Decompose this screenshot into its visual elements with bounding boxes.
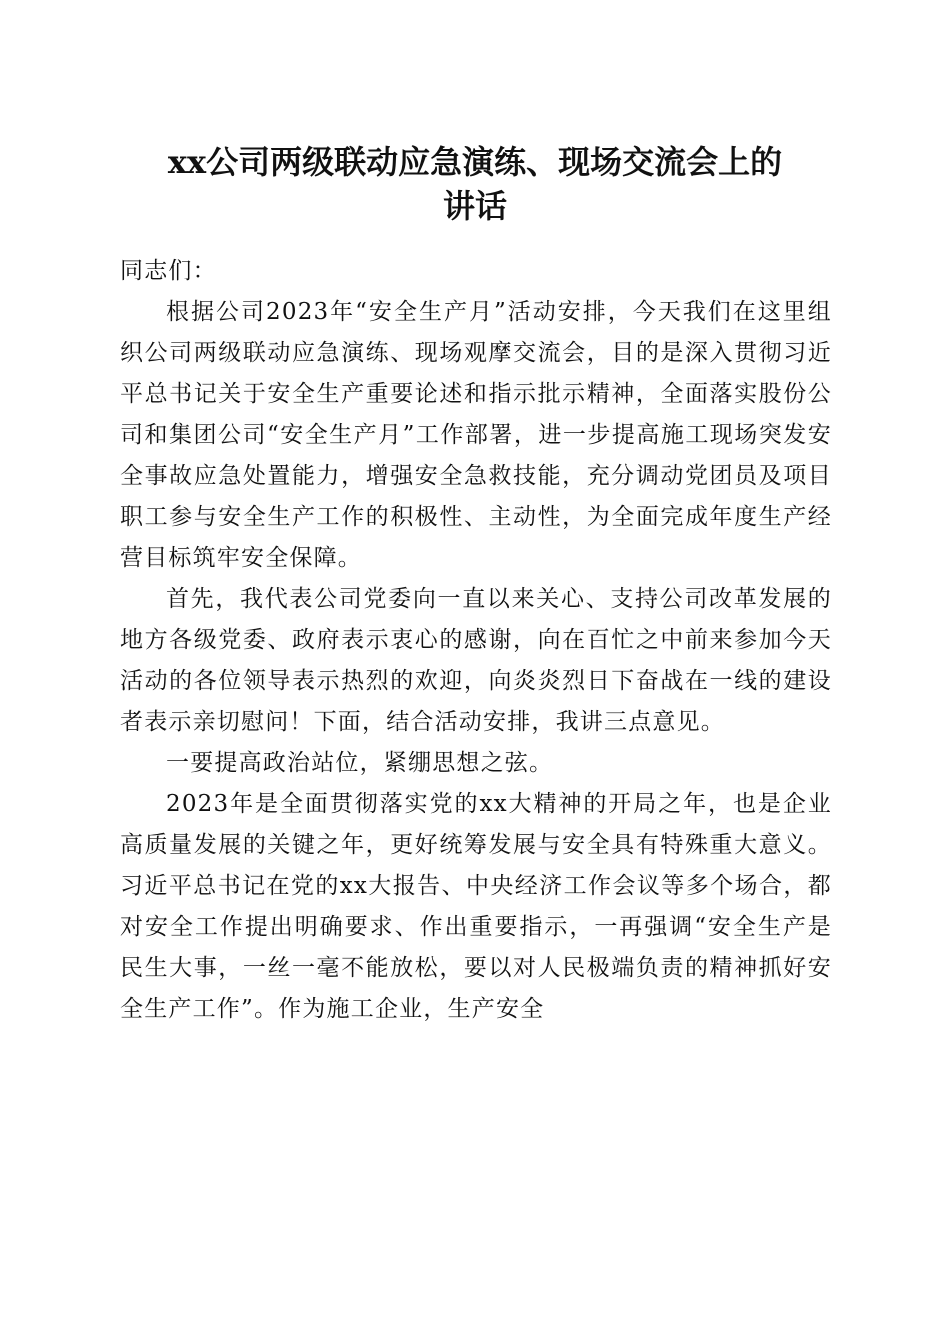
document-title (120, 140, 830, 228)
salutation: 同志们： (120, 258, 217, 284)
document-body (120, 251, 832, 1030)
title-line-2: 讲话 (442, 187, 507, 225)
title-line-1: xx公司两级联动应急演练、现场交流会上的 (167, 143, 783, 181)
paragraph-1: 根据公司2023年“安全生产月”活动安排，今天我们在这里组织公司两级联动应急演练、现场观摩交流会，目的是深入贯彻习近平总书记关于安全生产重要论述和指示批示精神，全面落实股份公司和集团公司“安全生产月”工作部署，进一步提高施工现场突发安全事故应急处置能力，增强安全急救技能，充分调动党团员及项目职工参与安全生产工作的积极性、主动性，为全面完成年度生产经营目标筑牢安全保障。 (120, 299, 832, 571)
paragraph-2: 首先，我代表公司党委向一直以来关心、支持公司改革发展的地方各级党委、政府表示衷心的感谢，向在百忙之中前来参加今天活动的各位领导表示热烈的欢迎，向炎炎烈日下奋战在一线的建设者表示亲切慰问！下面，结合活动安排，我讲三点意见。 (120, 586, 832, 735)
paragraph-3: 2023年是全面贯彻落实党的xx大精神的开局之年，也是企业高质量发展的关键之年，更好统筹发展与安全具有特殊重大意义。习近平总书记在党的xx大报告、中央经济工作会议等多个场合，都对安全工作提出明确要求、作出重要指示，一再强调“安全生产是民生大事，一丝一毫不能放松，要以对人民极端负责的精神抓好安全生产工作”。作为施工企业，生产安全 (120, 791, 832, 1022)
section-heading-1: 一要提高政治站位，紧绷思想之弦。 (166, 750, 554, 776)
